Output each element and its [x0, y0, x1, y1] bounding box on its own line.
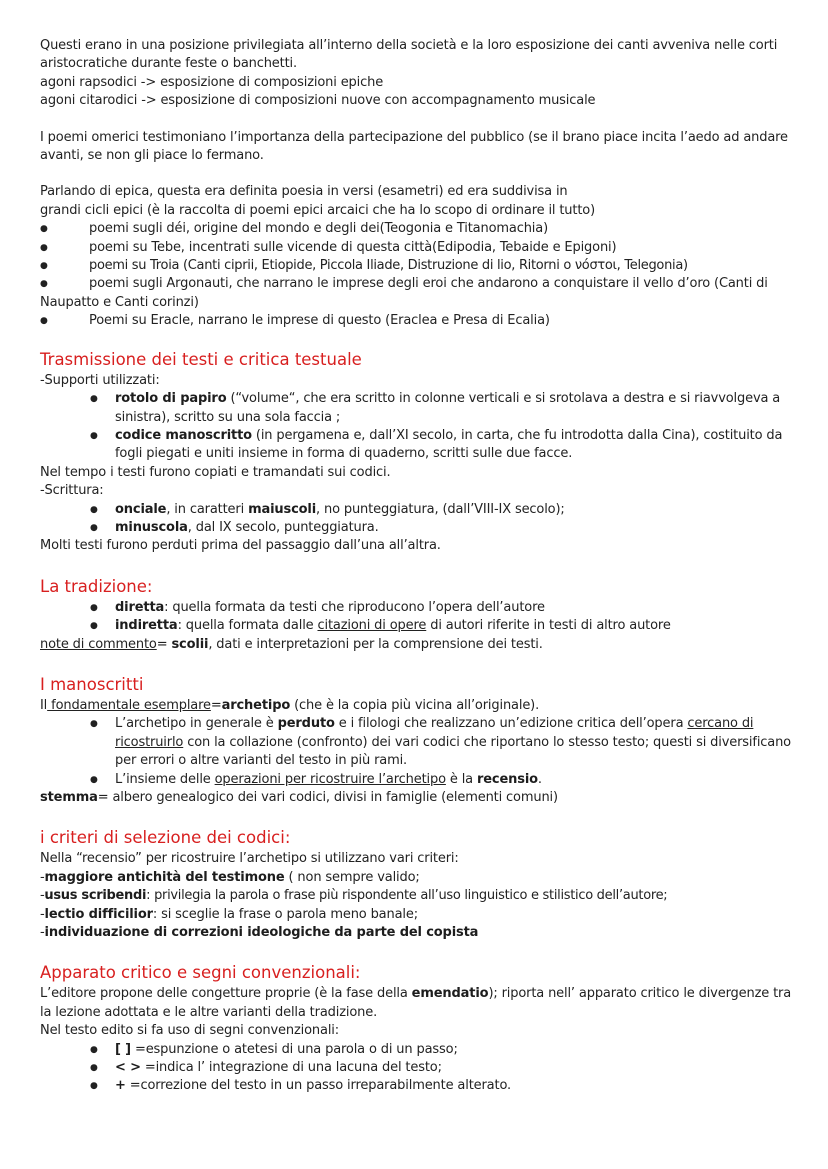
term: perduto — [277, 716, 335, 732]
list-item — [40, 1059, 798, 1077]
term: stemma — [40, 790, 98, 805]
criterio-line — [40, 906, 798, 924]
molti-testi-line: Molti testi furono perduti prima del passaggio dall’una all’altra. — [40, 538, 441, 554]
text: = — [210, 697, 222, 713]
term: usus scribendi — [44, 888, 147, 904]
symbol: [ ] — [115, 1041, 131, 1057]
underlined-text: cercano di ricostruirlo — [115, 716, 754, 750]
text: = albero genealogico dei vari codici, divisi in famiglie (elementi comuni) — [97, 790, 558, 805]
term: maggiore antichità del testimone — [44, 869, 285, 885]
text: è la — [445, 771, 477, 787]
supporti-list — [40, 390, 798, 464]
scrittura-label: -Scrittura: — [40, 483, 104, 499]
underlined-text: citazioni di opere — [317, 618, 427, 634]
list-item: ● poemi sugli déi, origine del mondo e degli dei(Teogonia e Titanomachia) — [40, 220, 798, 238]
text: - — [40, 869, 45, 885]
list-item-text: (“volume“, che era scritto in colonne verticali e si srotolava a destra e si riavvolgeva a sinistra), scritto su una sola faccia ; — [115, 391, 781, 425]
text: con la collazione (confronto) dei vari codici che riportano lo stesso testo; questi si diversificano per errori o altre varianti del testo in più rami. — [115, 734, 791, 769]
text: ( non sempre valido; — [284, 869, 420, 885]
section-title-manoscritti: I manoscritti — [40, 674, 144, 694]
text: : privilegia la parola o frase più rispondente all’uso linguistico e stilistico dell’autore; — [146, 888, 668, 904]
list-item — [40, 1077, 798, 1095]
text: - — [40, 925, 45, 941]
criterio-line — [40, 887, 798, 905]
section-title-tradizione: La tradizione: — [40, 576, 153, 596]
section-title-apparato: Apparato critico e segni convenzionali: — [40, 963, 361, 983]
list-item: ● poemi sugli Argonauti, che narrano le imprese degli eroi che andarono a conquistare il vello d’oro (Canti di Naupatto e Canti corinzi) — [40, 275, 798, 312]
tradizione-list — [40, 599, 798, 636]
symbol: < > — [115, 1060, 141, 1076]
term: scolii — [171, 636, 209, 652]
term: archetipo — [221, 697, 291, 713]
text: (che è la copia più vicina all’originale). — [290, 697, 540, 713]
list-item-text: : quella formata da testi che riproducono l’opera dell’autore — [164, 599, 545, 615]
list-item — [40, 390, 798, 427]
text: L’archetipo in generale è — [115, 716, 278, 732]
term: individuazione di correzioni ideologiche da parte del copista — [44, 925, 479, 941]
text: , dati e interpretazioni per la comprensione dei testi. — [208, 636, 543, 652]
criteri-intro: Nella “recensio” per ricostruire l’archetipo si utilizzano vari criteri: — [40, 851, 459, 867]
epica-line-1: Parlando di epica, questa era definita poesia in versi (esametri) ed era suddivisa in — [40, 184, 568, 200]
archetipo-line — [40, 697, 798, 715]
text: ); riporta nell’ apparato critico le divergenze tra la lezione adottata e le altre varianti della tradizione. — [40, 986, 792, 1020]
text: =espunzione o atetesi di una parola o di un passo; — [130, 1041, 458, 1057]
agoni-citarodici-line: agoni citarodici -> esposizione di composizioni nuove con accompagnamento musicale — [40, 93, 596, 109]
manoscritti-list — [40, 715, 798, 789]
underlined-text: fondamentale esemplare — [47, 697, 211, 713]
text: = — [156, 636, 172, 652]
list-item-text: , in caratteri — [166, 501, 249, 517]
poemi-omerici-paragraph: I poemi omerici testimoniano l’importanza della partecipazione del pubblico (se il brano piace incita l’aedo ad andare avanti, se non gli piace lo fermano. — [40, 129, 788, 164]
segni-list — [40, 1041, 798, 1096]
term: lectio difficilior — [44, 906, 153, 922]
term: onciale — [115, 501, 167, 517]
criterio-line — [40, 869, 798, 887]
section-title-trasmissione: Trasmissione dei testi e critica testuale — [40, 349, 362, 369]
text: - — [40, 906, 45, 922]
apparato-paragraph — [40, 985, 798, 1022]
intro-paragraph: Questi erano in una posizione privilegiata all’interno della società e la loro esposizione dei canti avveniva nelle corti aristocratiche durante feste o banchetti. — [40, 38, 778, 72]
text: : si sceglie la frase o parola meno banale; — [152, 906, 418, 922]
agoni-rapsodici-line: agoni rapsodici -> esposizione di composizioni epiche — [40, 74, 384, 90]
term: maiuscoli — [248, 501, 317, 517]
list-item — [40, 501, 798, 519]
list-item: ● poemi su Tebe, incentrati sulle vicende di questa città(Edipodia, Tebaide e Epigoni) — [40, 239, 798, 257]
section-title-criteri: i criteri di selezione dei codici: — [40, 828, 291, 848]
text: e i filologi che realizzano un’edizione critica dell’opera — [334, 716, 688, 732]
term: indiretta — [115, 618, 178, 634]
list-item-text: (in pergamena e, dall’XI secolo, in carta, che fu introdotta dalla Cina), costituito da fogli piegati e uniti insieme in forma di quaderno, scritti sulle due facce. — [115, 427, 783, 462]
list-item — [40, 771, 798, 789]
text: L’editore propone delle congetture proprie (è la fase della — [40, 986, 412, 1002]
text: . — [537, 771, 542, 787]
epica-line-2: grandi cicli epici (è la raccolta di poemi epici arcaici che ha lo scopo di ordinare il tutto) — [40, 202, 595, 218]
symbol: + — [115, 1078, 126, 1094]
criterio-line — [40, 924, 798, 942]
term: codice manoscritto — [115, 427, 252, 443]
underlined-text: operazioni per ricostruire l’archetipo — [214, 771, 446, 787]
text: - — [40, 888, 45, 904]
underlined-text: note di commento — [40, 636, 157, 652]
text: L’insieme delle — [115, 771, 215, 787]
list-item-text: , dal IX secolo, punteggiatura. — [187, 519, 379, 535]
term: minuscola — [115, 519, 188, 535]
supporti-label: -Supporti utilizzati: — [40, 372, 160, 388]
note-commento-line — [40, 636, 798, 654]
list-item — [40, 617, 798, 635]
list-item — [40, 427, 798, 464]
stemma-line — [40, 789, 798, 807]
segni-intro: Nel testo edito si fa uso di segni convenzionali: — [40, 1023, 339, 1039]
list-item: ● poemi su Troia (Canti ciprii, Etiopide, Piccola Iliade, Distruzione di lio, Ritorni o νόστοι, Telegonia) — [40, 257, 798, 275]
text: Il — [40, 697, 48, 713]
list-item — [40, 1041, 798, 1059]
scrittura-list — [40, 501, 798, 538]
list-item-text: , no punteggiatura, (dall’VIII-IX secolo); — [316, 501, 565, 517]
nel-tempo-line: Nel tempo i testi furono copiati e tramandati sui codici. — [40, 464, 391, 480]
term: recensio — [476, 771, 538, 787]
list-item: ● Poemi su Eracle, narrano le imprese di questo (Eraclea e Presa di Ecalia) — [40, 312, 798, 330]
term: rotolo di papiro — [115, 391, 227, 407]
list-item-text: di autori riferite in testi di altro autore — [426, 618, 671, 634]
cicli-epici-list — [40, 220, 798, 330]
text: =indica l’ integrazione di una lacuna del testo; — [140, 1060, 442, 1076]
text: =correzione del testo in un passo irreparabilmente alterato. — [125, 1078, 512, 1094]
list-item — [40, 599, 798, 617]
list-item-text: : quella formata dalle — [177, 618, 318, 634]
list-item — [40, 519, 798, 537]
term: emendatio — [411, 986, 489, 1002]
term: diretta — [115, 599, 165, 615]
list-item — [40, 715, 798, 770]
